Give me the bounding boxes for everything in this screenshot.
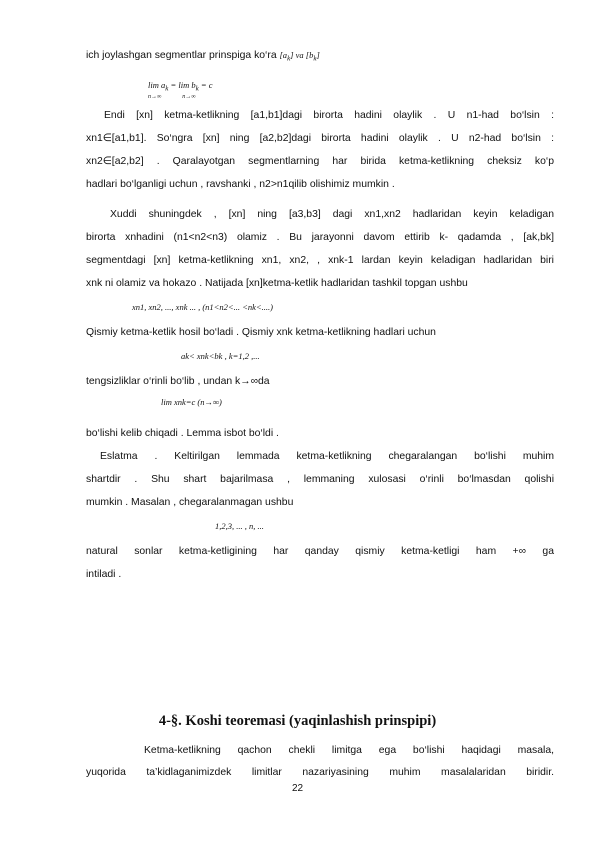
formula-naturals: 1,2,3, ... , n, ... xyxy=(215,521,264,531)
text-line-9: xnk ni olamiz va hokazo . Natijada [xn]ketma-ketlik hadlaridan tashkil topgan ushbu xyxy=(86,278,468,289)
section-heading: 4-§. Koshi teoremasi (yaqinlashish prinspipi) xyxy=(158,713,437,729)
text-line-4: xn2∈[a2,b2] . Qaralayotgan segmentlarning har birida ketma-ketlikning cheksiz ko‘p xyxy=(86,156,554,167)
text-line-11: tengsizliklar o‘rinli bo‘lib , undan k→∞da xyxy=(86,376,270,387)
text-line-8: segmentdagi [xn] ketma-ketlikning xn1, xn2, , xnk-1 lardan keyin keladigan hadlaridan biri xyxy=(86,255,554,266)
text-line-1: ich joylashgan segmentlar prinspiga ko‘ra $[a_k]$ va $[b_k]$ xyxy=(86,50,320,63)
text-line-17: intiladi . xyxy=(86,569,122,580)
text-line-2: Endi [xn] ketma-ketlikning [a1,b1]dagi birorta hadini olaylik . U n1-had bo‘lsin : xyxy=(104,110,554,121)
text-line-12: bo‘lishi kelib chiqadi . Lemma isbot bo‘ldi . xyxy=(86,428,279,439)
text-line-18: Ketma-ketlikning qachon chekli limitga ega bo‘lishi haqidagi masala, xyxy=(144,745,554,756)
text-line-16: natural sonlar ketma-ketligining har qanday qismiy ketma-ketligi ham +∞ ga xyxy=(86,546,554,557)
text-line-13: Eslatma . Keltirilgan lemmada ketma-ketlikning chegaralangan bo‘lishi muhim xyxy=(100,451,554,462)
text-line-19: yuqorida ta’kidlaganimizdek limitlar nazariyasining muhim masalalaridan biridir. xyxy=(86,767,554,778)
text-line-15: mumkin . Masalan , chegaralanmagan ushbu xyxy=(86,497,294,508)
text-line-3: xn1∈[a1,b1]. So‘ngra [xn] ning [a2,b2]dagi birorta hadini olaylik . U n2-had bo‘lsin : xyxy=(86,133,554,144)
formula-subsequence: xn1, xn2, ..., xnk ... , (n1<n2<... <nk<....) xyxy=(132,302,273,312)
page-number: 22 xyxy=(291,783,304,794)
formula-limit-sub: lim xnk=c (n→∞) xyxy=(161,397,222,407)
text-line-7: birorta xnhadini (n1<n2<n3) olamiz . Bu jarayonni davom ettirib k- qadamda , [ak,bk] xyxy=(86,232,554,243)
formula-limits: $\lim a_k = \lim b_k = c$ n→∞ n→∞ xyxy=(148,80,213,100)
text-line-5: hadlari bo‘lganligi uchun , ravshanki , n2>n1qilib olishimiz mumkin . xyxy=(86,179,395,190)
text-line-10: Qismiy ketma-ketlik hosil bo‘ladi . Qismiy xnk ketma-ketlikning hadlari uchun xyxy=(86,327,436,338)
text-line-6: Xuddi shuningdek , [xn] ning [a3,b3] dagi xn1,xn2 hadlaridan keyin keladigan xyxy=(110,209,554,220)
formula-inequality: ak< xnk<bk , k=1,2 ,... xyxy=(181,351,260,361)
text-line-14: shartdir . Shu shart bajarilmasa , lemmaning xulosasi o‘rinli bo‘lmasdan qolishi xyxy=(86,474,554,485)
